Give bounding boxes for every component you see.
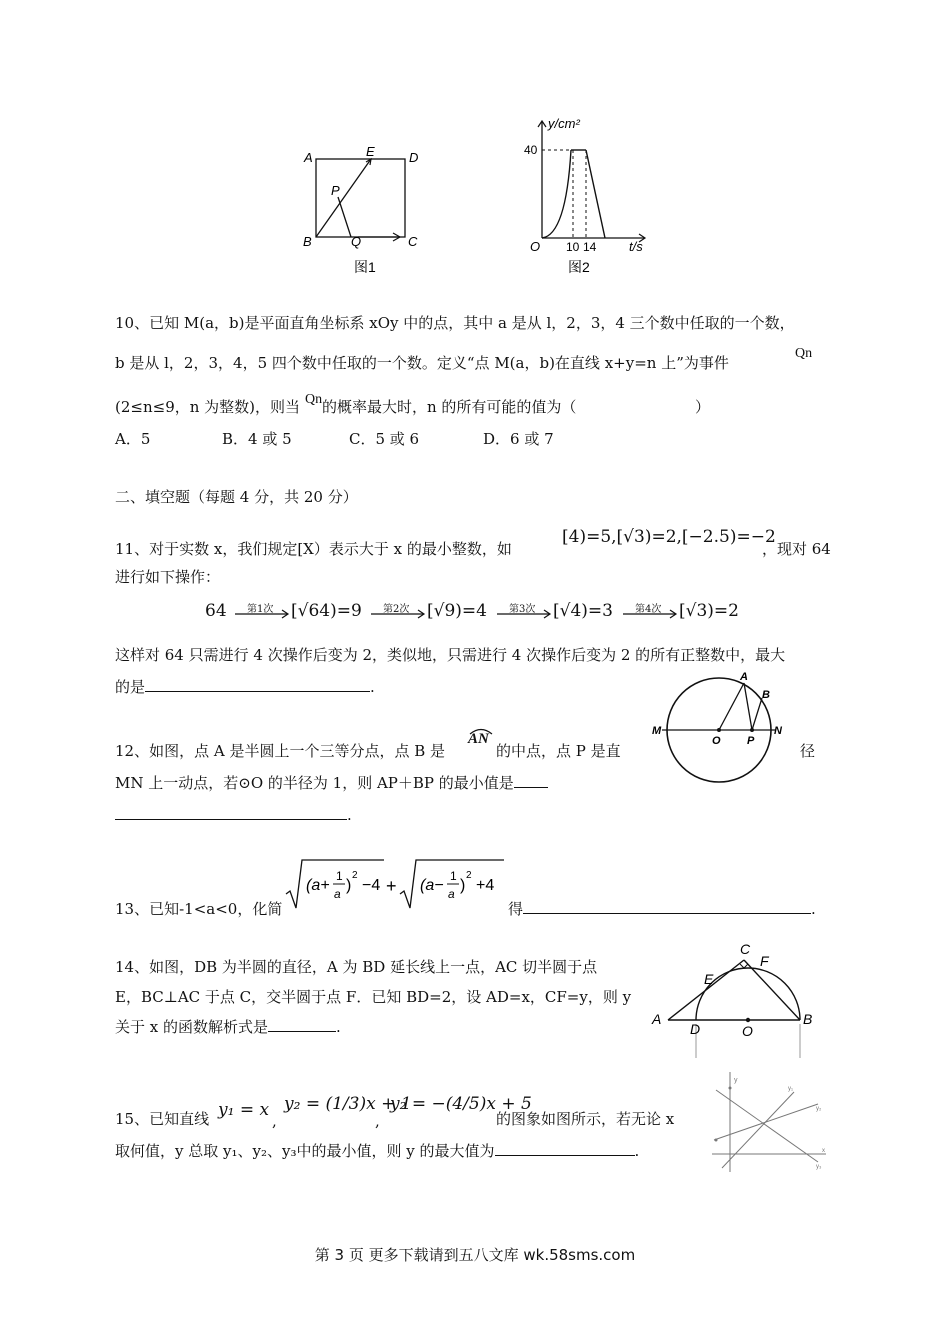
q12-answer-blank-2[interactable]: [115, 805, 347, 820]
q15-comma-2: ,: [375, 1112, 380, 1130]
svg-text:y₂: y₂: [816, 1106, 822, 1112]
q15-y1: y₁ = x: [218, 1100, 270, 1120]
q11-line-1b: ，现对 64: [762, 540, 831, 558]
q11-line-1a: 11、对于实数 x，我们规定[X）表示大于 x 的最小整数，如: [115, 540, 512, 558]
figure-2-graph: [516, 110, 651, 280]
svg-text:): ): [460, 877, 466, 894]
q12-label-A: A: [740, 671, 748, 683]
q11-chain-start: 64: [205, 601, 227, 621]
figure-1-rectangle: [296, 140, 436, 280]
q14-label-F: F: [760, 953, 769, 969]
svg-text:x: x: [822, 1148, 825, 1154]
svg-text:+4: +4: [476, 877, 495, 894]
fig2-tick-10: 10: [566, 240, 580, 254]
q14-label-C: C: [740, 941, 751, 957]
q15-y2: y₂ = (1/3)x + 1: [284, 1094, 412, 1114]
q14-line-1: 14、如图，DB 为半圆的直径，A 为 BD 延长线上一点，AC 切半圆于点: [115, 958, 598, 976]
q11-answer-blank[interactable]: [145, 677, 370, 692]
q14-label-A: A: [652, 1011, 662, 1027]
q11-line-4-text: 的是: [115, 678, 146, 696]
q13-suffix: 得 .: [508, 900, 816, 918]
q10-option-c: C．5 或 6: [349, 430, 420, 448]
fig2-tick-40: 40: [524, 143, 538, 157]
fig2-xlabel: t/s: [629, 239, 643, 254]
fig2-ylabel: y/cm²: [548, 116, 580, 131]
fig1-label-D: D: [409, 150, 419, 165]
q14-semicircle-figure: [648, 934, 818, 1062]
q12-circle-figure: [650, 668, 790, 788]
q12-line-1b: 的中点，点 P 是直: [496, 742, 621, 760]
q14-label-E: E: [704, 971, 714, 987]
q14-label-D: D: [690, 1021, 701, 1037]
q12-answer-blank-1[interactable]: [514, 773, 548, 788]
svg-text:(a−: (a−: [420, 877, 444, 894]
q12-line-1a: 12、如图，点 A 是半圆上一个三等分点，点 B 是: [115, 742, 446, 760]
q10-option-b: B．4 或 5: [222, 430, 292, 448]
q12-line-3: .: [115, 804, 352, 826]
q10-line-3a: (2≤n≤9，n 为整数)，则当: [115, 398, 301, 416]
fig2-origin: O: [530, 239, 541, 254]
svg-text:1: 1: [336, 869, 343, 883]
svg-text:1: 1: [450, 869, 457, 883]
svg-text:2: 2: [352, 870, 358, 881]
q12-line-2-text: MN 上一动点，若⊙O 的半径为 1，则 AP＋BP 的最小值是: [115, 774, 514, 792]
q11-step-4: 第4次: [635, 604, 662, 615]
q15-prefix: 15、已知直线: [115, 1110, 210, 1128]
q15-line-graph: [708, 1068, 832, 1176]
fig1-label-E: E: [366, 144, 375, 159]
q11-result-3: [√4)=3: [553, 601, 613, 621]
fig1-label-B: B: [303, 234, 312, 249]
q14-label-B: B: [803, 1011, 813, 1027]
q11-line-4: 的是 .: [115, 678, 375, 696]
q12-label-P: P: [747, 735, 755, 747]
q10-option-a: A．5: [115, 430, 151, 448]
svg-text:y₁: y₁: [788, 1086, 794, 1092]
q15-y3: y₂ = −(4/5)x + 5: [390, 1094, 532, 1114]
section-2-heading: 二、填空题（每题 4 分，共 20 分）: [115, 488, 358, 506]
svg-text:): ): [346, 877, 352, 894]
q13-suffix-text: 得: [508, 900, 524, 918]
q11-step-3: 第3次: [509, 604, 536, 615]
q15-comma-1: ,: [272, 1112, 277, 1130]
q14-line-3: 关于 x 的函数解析式是 .: [115, 1018, 341, 1036]
q12-arc-label: [468, 731, 489, 748]
q12-line-2: [115, 772, 548, 794]
q12-arc-symbol: [468, 727, 494, 735]
q13-radical-expression: [284, 854, 508, 914]
fig1-label-Q: Q: [351, 234, 362, 249]
svg-text:2: 2: [466, 870, 472, 881]
q14-line-3-text: 关于 x 的函数解析式是: [115, 1018, 268, 1036]
q10-line-1: 10、已知 M(a，b)是平面直角坐标系 xOy 中的点，其中 a 是从 l，2，3，4 三个数中任取的一个数，: [115, 314, 795, 332]
fig1-label-A: A: [304, 150, 313, 165]
q10-line-2: b 是从 l，2，3，4，5 四个数中任取的一个数。定义“点 M(a，b)在直线 x+y=n 上”为事件: [115, 354, 729, 372]
fig1-caption: 图1: [354, 259, 376, 275]
q10-event-symbol-2: Qn: [305, 392, 323, 407]
q14-line-2: E，BC⊥AC 于点 C，交半圆于点 F．已知 BD=2，设 AD=x，CF=y，则 y: [115, 988, 632, 1006]
q14-label-O: O: [742, 1023, 753, 1039]
q10-event-symbol: Qn: [795, 346, 813, 361]
q15-suffix: 的图象如图所示，若无论 x: [496, 1110, 675, 1128]
svg-text:+: +: [386, 876, 397, 896]
fig1-label-C: C: [408, 234, 418, 249]
q11-result-1: [√64)=9: [291, 601, 362, 621]
svg-text:−4: −4: [362, 877, 381, 894]
fig1-label-P: P: [331, 183, 340, 198]
q12-label-B: B: [762, 689, 770, 701]
q15-line-2: 取何值，y 总取 y₁、y₂、y₃中的最小值，则 y 的最大值为 .: [115, 1142, 640, 1160]
q11-line-3: 这样对 64 只需进行 4 次操作后变为 2，类似地，只需进行 4 次操作后变为 2 的所有正整数中，最大: [115, 646, 786, 664]
q12-label-N: N: [774, 725, 782, 737]
q10-option-d: D．6 或 7: [483, 430, 554, 448]
q13-answer-blank[interactable]: [523, 899, 811, 914]
svg-text:(a+: (a+: [306, 877, 330, 894]
svg-text:y: y: [734, 1077, 738, 1084]
page-footer: 第 3 页 更多下载请到五八文库 wk.58sms.com: [314, 1246, 636, 1264]
q11-operation-chain: [205, 598, 765, 630]
q14-answer-blank[interactable]: [268, 1017, 336, 1032]
fig2-caption: 图2: [568, 259, 590, 275]
q12-label-M: M: [652, 725, 662, 737]
svg-text:a: a: [334, 887, 341, 901]
q11-step-2: 第2次: [383, 604, 410, 615]
q11-step-1: 第1次: [247, 604, 274, 615]
q15-answer-blank[interactable]: [495, 1141, 635, 1156]
q11-result-2: [√9)=4: [427, 601, 487, 621]
q15-line-2-text: 取何值，y 总取 y₁、y₂、y₃中的最小值，则 y 的最大值为: [115, 1142, 495, 1160]
q10-line-3c: ）: [695, 398, 711, 416]
q11-result-4: [√3)=2: [679, 601, 739, 621]
q12-arc-text: AN: [468, 731, 489, 747]
fig2-tick-14: 14: [583, 240, 597, 254]
svg-text:y₃: y₃: [816, 1164, 822, 1170]
q13-prefix: 13、已知-1<a<0，化简: [115, 900, 283, 918]
q12-label-O: O: [712, 735, 721, 747]
q11-example: [4)=5,[√3)=2,[−2.5)=−2: [562, 527, 776, 547]
q10-line-3b: 的概率最大时，n 的所有可能的值为（: [322, 398, 577, 416]
q11-line-2: 进行如下操作：: [115, 568, 221, 586]
svg-text:a: a: [448, 887, 455, 901]
q12-line-1c: 径: [800, 742, 816, 760]
